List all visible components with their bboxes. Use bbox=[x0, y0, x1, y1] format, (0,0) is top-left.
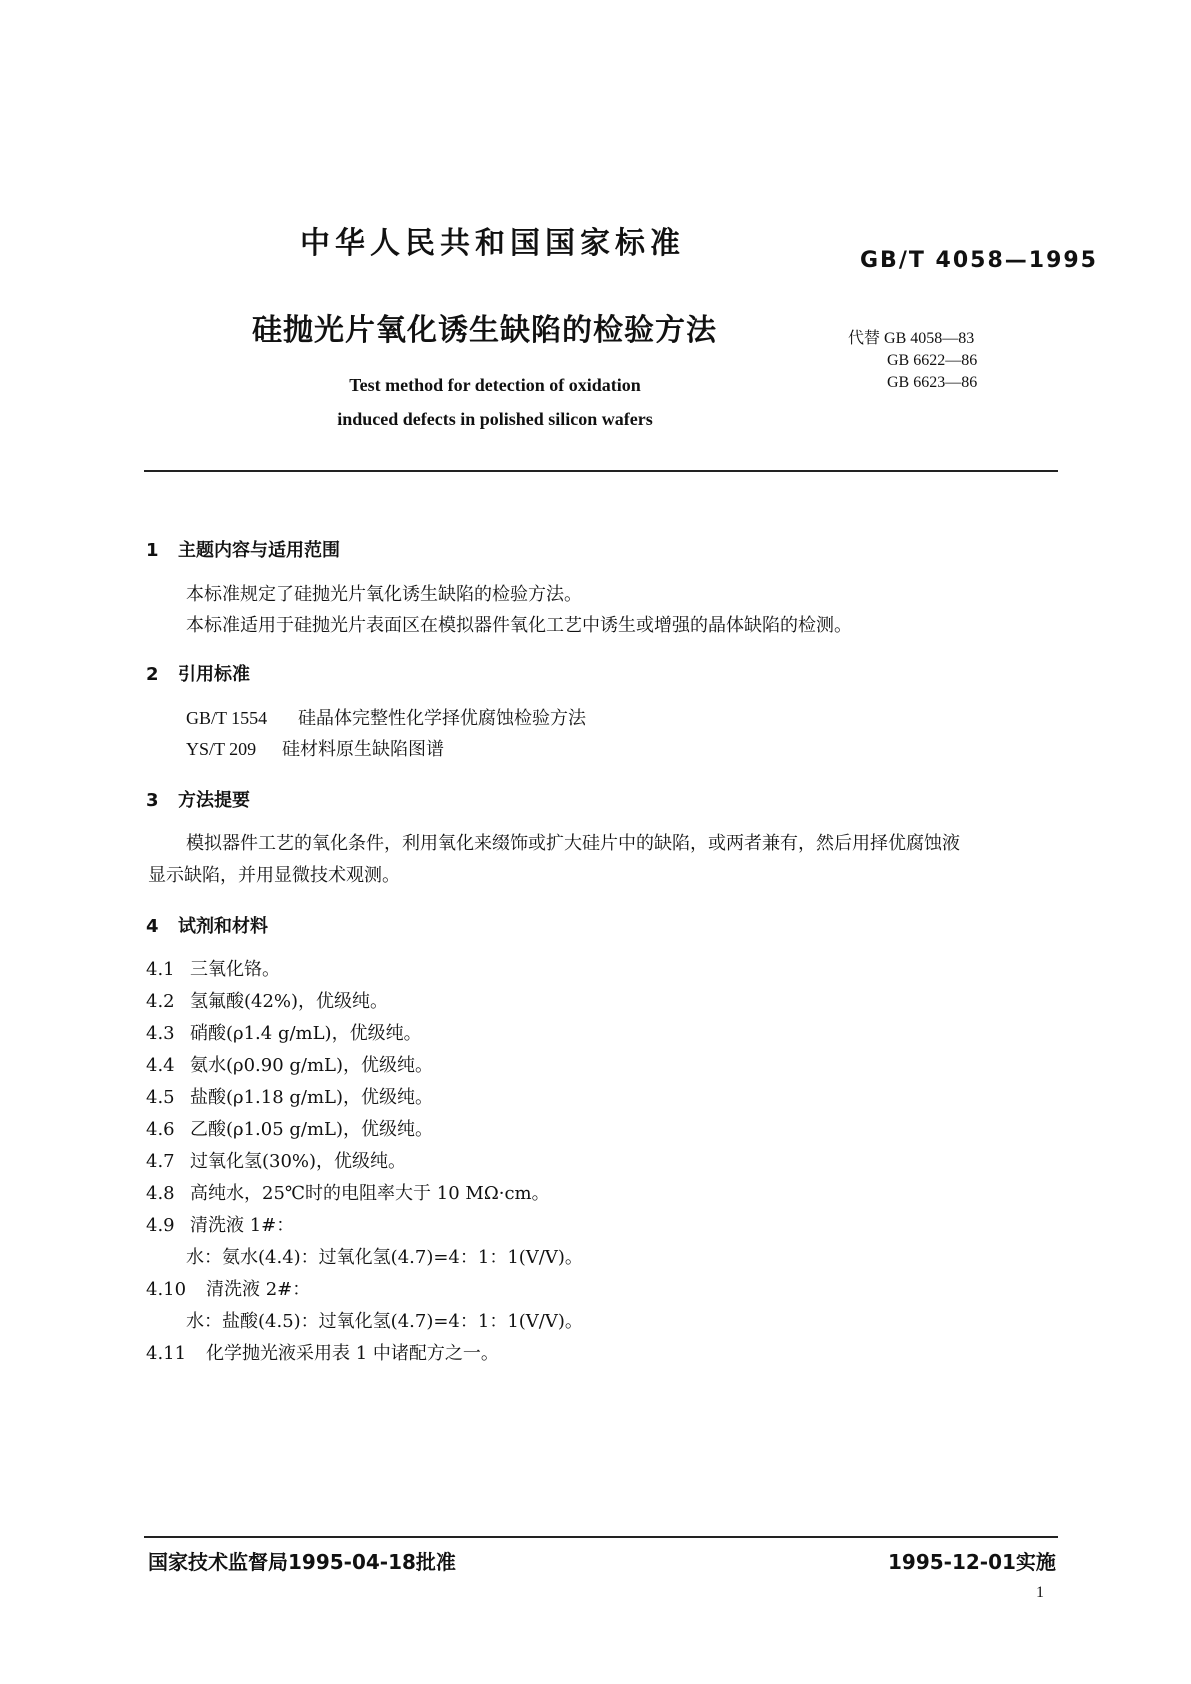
item-text: 三氧化铬。 bbox=[190, 959, 280, 980]
item-number: 4.3 bbox=[146, 1023, 175, 1044]
list-item bbox=[146, 1211, 294, 1237]
list-item bbox=[146, 1051, 433, 1077]
replaces-line-2 bbox=[848, 350, 1048, 372]
list-item bbox=[146, 1019, 422, 1045]
reference-row bbox=[186, 704, 586, 730]
item-text: 水：氨水(4.4)：过氧化氢(4.7)=4：1：1(V/V)。 bbox=[186, 1247, 583, 1268]
item-text: 氢氟酸(42%)，优级纯。 bbox=[190, 991, 389, 1012]
replaces-line-3 bbox=[848, 372, 1048, 394]
section-number: 1 bbox=[146, 540, 159, 561]
item-number: 4.8 bbox=[146, 1183, 175, 1204]
section-4-heading bbox=[146, 912, 268, 938]
replaces-item: GB 6622—86 bbox=[887, 352, 978, 369]
item-number: 4.11 bbox=[146, 1343, 187, 1364]
replaces-item: GB 6623—86 bbox=[887, 374, 978, 391]
section-3-paragraph-line-2: 显示缺陷，并用显微技术观测。 bbox=[148, 865, 400, 886]
reference-title: 硅材料原生缺陷图谱 bbox=[282, 739, 444, 759]
reference-row bbox=[186, 735, 444, 761]
document-title-en bbox=[280, 368, 710, 436]
section-number: 4 bbox=[146, 916, 159, 937]
section-3-paragraph-line-1: 模拟器件工艺的氧化条件，利用氧化来缀饰或扩大硅片中的缺陷，或两者兼有，然后用择优腐蚀液 bbox=[186, 833, 960, 854]
footer-divider bbox=[144, 1536, 1058, 1538]
list-item bbox=[146, 955, 280, 981]
section-1-heading bbox=[146, 536, 340, 562]
reference-code: GB/T 1554 bbox=[186, 708, 268, 728]
item-text: 盐酸(ρ1.18 g/mL)，优级纯。 bbox=[190, 1087, 434, 1108]
reference-title: 硅晶体完整性化学择优腐蚀检验方法 bbox=[298, 708, 586, 728]
section-title: 试剂和材料 bbox=[178, 916, 268, 937]
section-3-heading bbox=[146, 786, 250, 812]
item-text: 清洗液 2#： bbox=[206, 1279, 311, 1300]
section-1-paragraph-2: 本标准适用于硅抛光片表面区在模拟器件氧化工艺中诱生或增强的晶体缺陷的检测。 bbox=[186, 615, 852, 636]
list-item-continuation bbox=[186, 1307, 583, 1333]
list-item bbox=[146, 1147, 406, 1173]
approval-statement: 国家技术监督局1995-04-18批准 bbox=[148, 1550, 456, 1574]
section-2-heading bbox=[146, 660, 250, 686]
list-item bbox=[146, 1083, 433, 1109]
item-text: 水：盐酸(4.5)：过氧化氢(4.7)=4：1：1(V/V)。 bbox=[186, 1311, 583, 1332]
item-text: 过氧化氢(30%)，优级纯。 bbox=[190, 1151, 407, 1172]
reference-code: YS/T 209 bbox=[186, 739, 257, 759]
item-number: 4.10 bbox=[146, 1279, 187, 1300]
item-text: 清洗液 1#： bbox=[190, 1215, 295, 1236]
item-number: 4.2 bbox=[146, 991, 175, 1012]
item-number: 4.7 bbox=[146, 1151, 175, 1172]
list-item bbox=[146, 987, 388, 1013]
en-title-line-1: Test method for detection of oxidation bbox=[349, 375, 641, 395]
item-text: 硝酸(ρ1.4 g/mL)，优级纯。 bbox=[190, 1023, 422, 1044]
item-text: 高纯水，25℃时的电阻率大于 10 MΩ·cm。 bbox=[190, 1183, 550, 1204]
item-text: 氨水(ρ0.90 g/mL)，优级纯。 bbox=[190, 1055, 434, 1076]
section-title: 引用标准 bbox=[178, 664, 250, 685]
section-title: 主题内容与适用范围 bbox=[178, 540, 340, 561]
list-item bbox=[146, 1275, 310, 1301]
item-number: 4.6 bbox=[146, 1119, 175, 1140]
list-item bbox=[146, 1339, 499, 1365]
replaces-line-1 bbox=[848, 328, 1048, 350]
replaces-label: 代替 bbox=[848, 330, 881, 347]
header-divider bbox=[144, 470, 1058, 472]
section-title: 方法提要 bbox=[178, 790, 250, 811]
item-number: 4.1 bbox=[146, 959, 175, 980]
replaces-item: GB 4058—83 bbox=[884, 330, 975, 347]
standard-code: GB/T 4058—1995 bbox=[860, 248, 1098, 273]
item-number: 4.9 bbox=[146, 1215, 175, 1236]
page-number: 1 bbox=[1036, 1584, 1044, 1601]
item-text: 化学抛光液采用表 1 中诸配方之一。 bbox=[206, 1343, 499, 1364]
document-title-cn: 硅抛光片氧化诱生缺陷的检验方法 bbox=[252, 313, 717, 348]
national-standard-heading: 中华人民共和国国家标准 bbox=[300, 226, 685, 261]
section-number: 2 bbox=[146, 664, 159, 685]
en-title-line-2: induced defects in polished silicon wafers bbox=[337, 409, 653, 429]
effective-date: 1995-12-01实施 bbox=[888, 1550, 1056, 1574]
replaces-block bbox=[848, 328, 1048, 394]
list-item bbox=[146, 1179, 550, 1205]
item-number: 4.4 bbox=[146, 1055, 175, 1076]
item-number: 4.5 bbox=[146, 1087, 175, 1108]
list-item bbox=[146, 1115, 433, 1141]
item-text: 乙酸(ρ1.05 g/mL)，优级纯。 bbox=[190, 1119, 434, 1140]
section-number: 3 bbox=[146, 790, 159, 811]
section-1-paragraph-1: 本标准规定了硅抛光片氧化诱生缺陷的检验方法。 bbox=[186, 584, 582, 605]
list-item-continuation bbox=[186, 1243, 583, 1269]
